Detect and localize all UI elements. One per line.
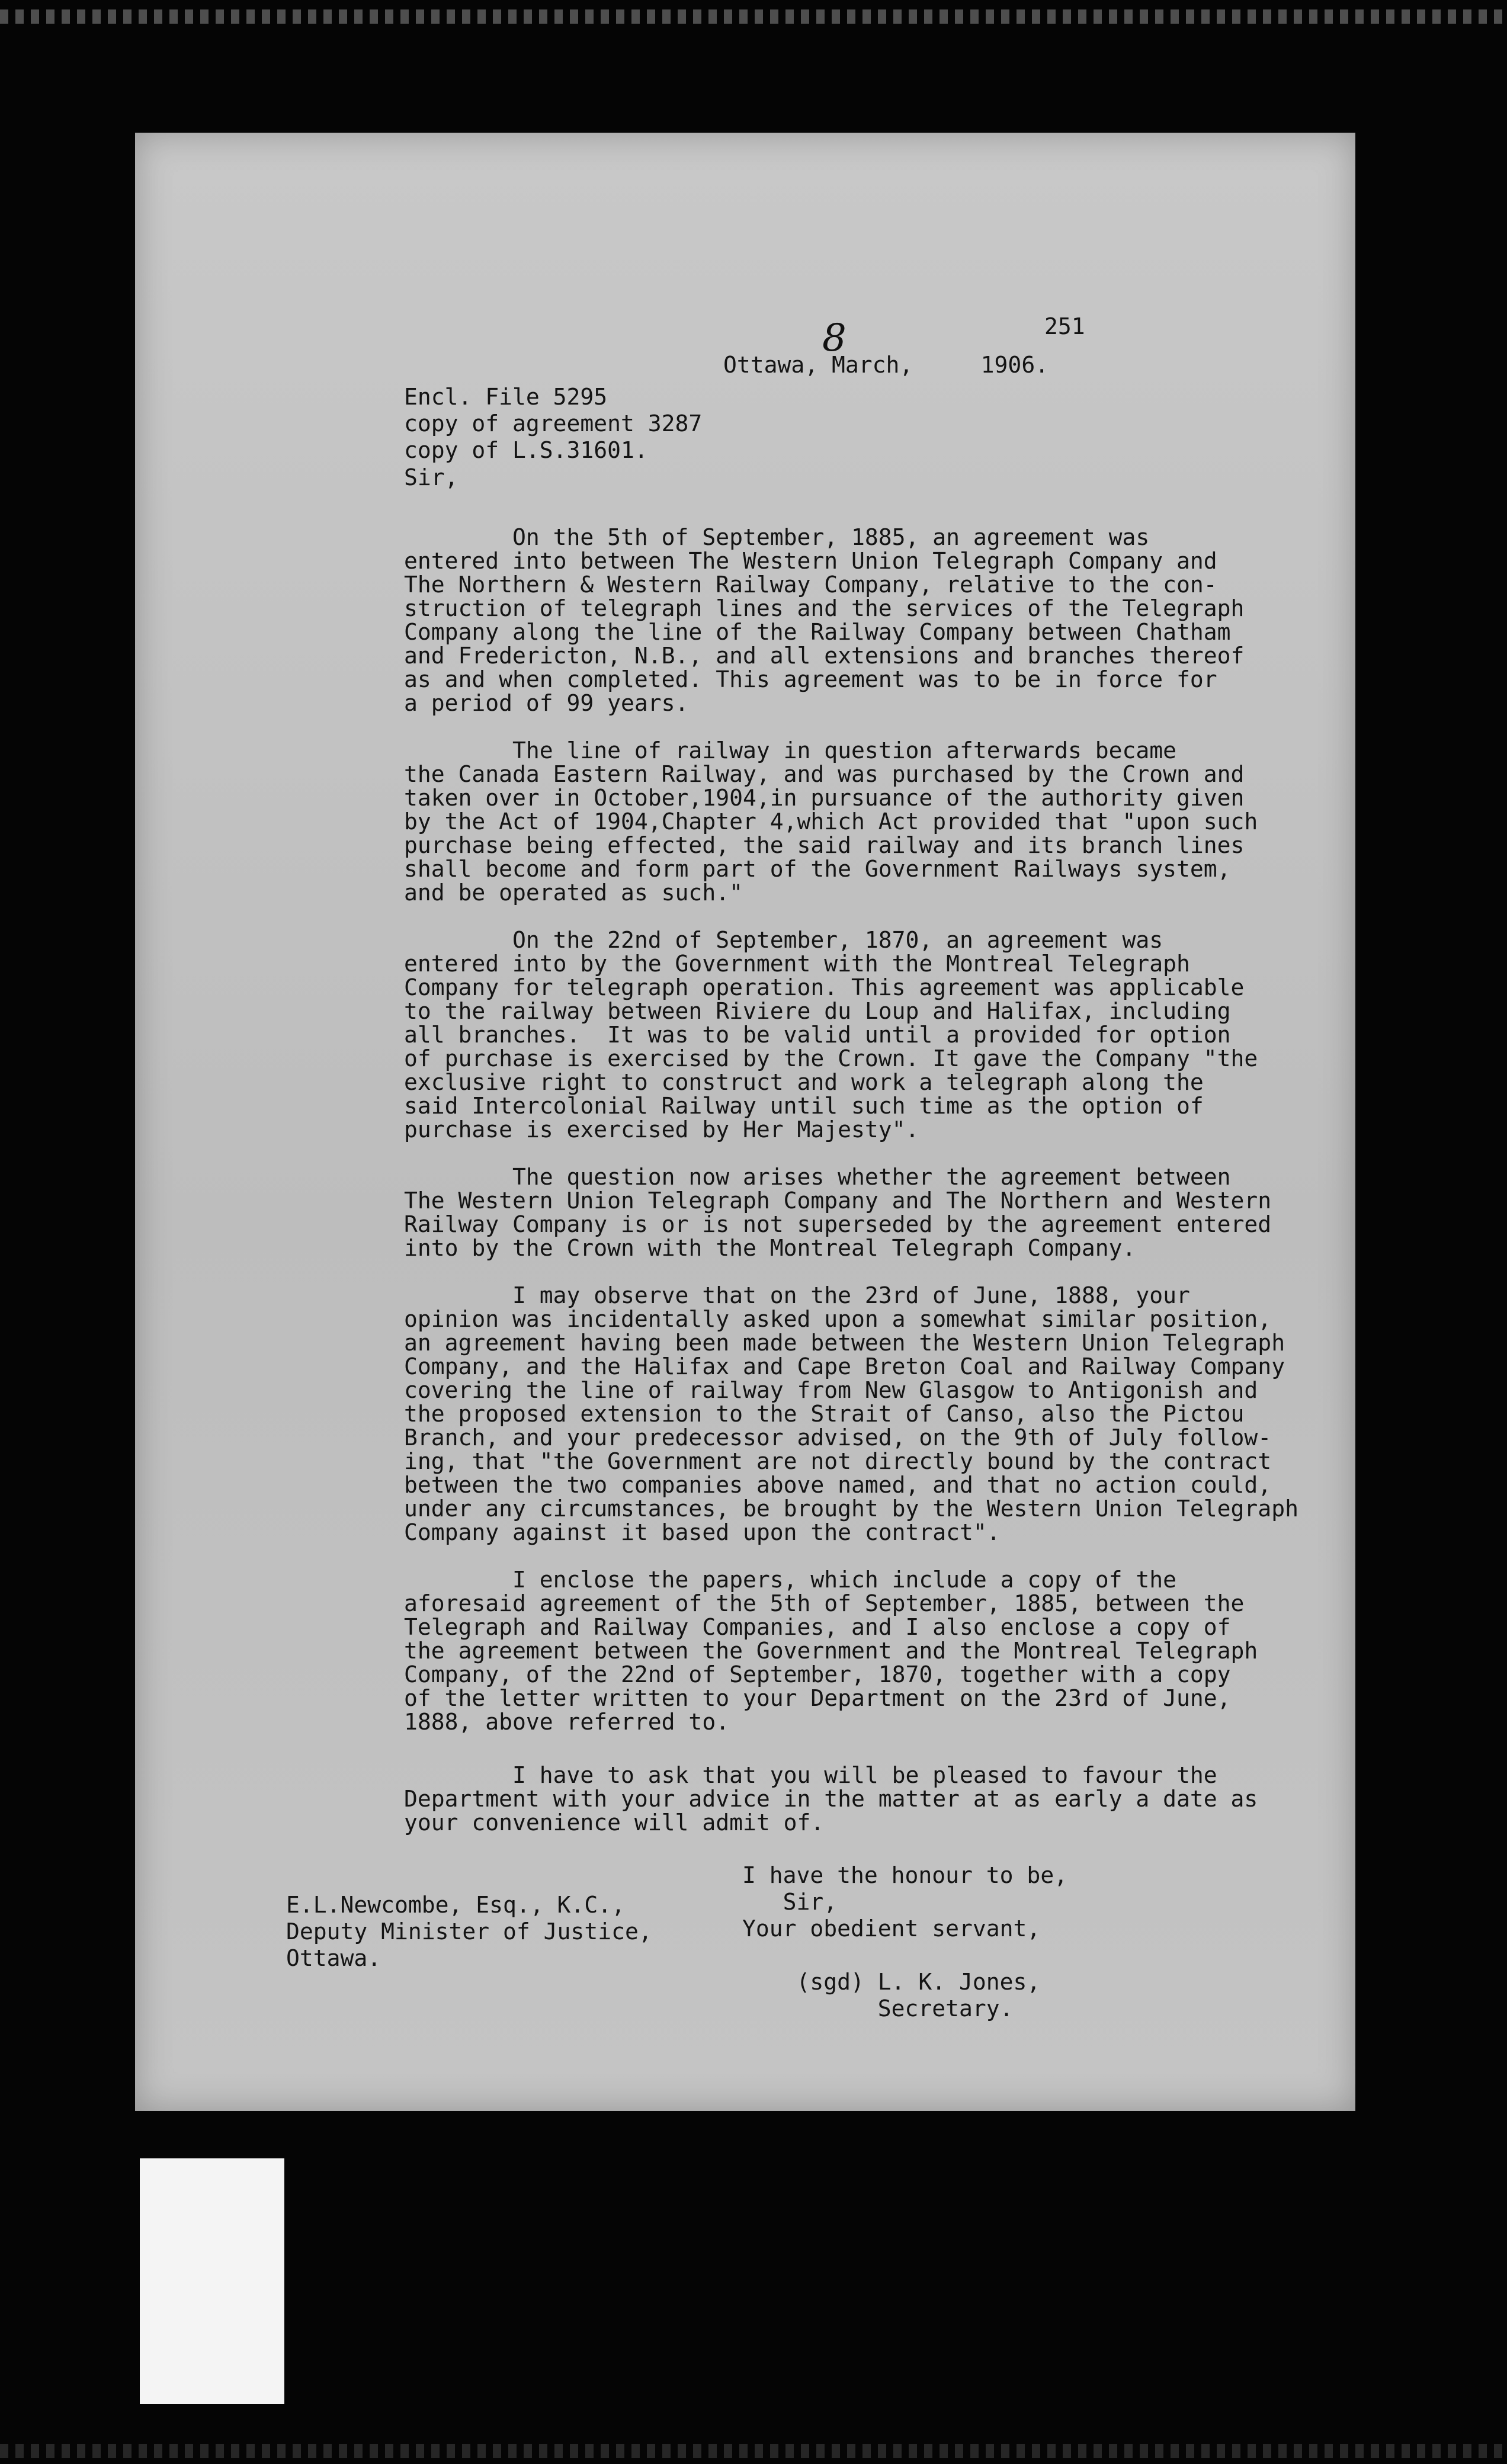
enclosure-line: copy of L.S.31601.: [404, 437, 648, 463]
text-line: Branch, and your predecessor advised, on the 9th of July follow-: [404, 1424, 1272, 1451]
text-line: 1888, above referred to.: [404, 1709, 730, 1735]
text-line: your convenience will admit of.: [404, 1810, 825, 1836]
text-line: struction of telegraph lines and the services of the Telegraph: [404, 595, 1245, 621]
paragraph-7: [404, 1763, 1364, 1834]
text-line: by the Act of 1904,Chapter 4,which Act provided that "upon such: [404, 808, 1258, 835]
date-line: Ottawa, March, 1906.: [723, 352, 1049, 378]
text-line: Railway Company is or is not superseded by the agreement entered: [404, 1211, 1272, 1237]
letter-page: [135, 133, 1355, 2111]
text-line: Deputy Minister of Justice,: [286, 1918, 652, 1945]
text-line: and Fredericton, N.B., and all extensions and branches thereof: [404, 643, 1245, 669]
text-line: the proposed extension to the Strait of Canso, also the Pictou: [404, 1401, 1245, 1427]
enclosure-line: copy of agreement 3287: [404, 410, 703, 437]
text-line: between the two companies above named, and that no action could,: [404, 1472, 1272, 1498]
text-line: and be operated as such.": [404, 880, 743, 906]
text-line: Company, and the Halifax and Cape Breton Coal and Railway Company: [404, 1353, 1285, 1379]
text-line: The Northern & Western Railway Company, relative to the con-: [404, 572, 1217, 598]
text-line: The line of railway in question afterwards became: [404, 737, 1177, 763]
paragraph-1: [404, 525, 1364, 715]
text-line: Secretary.: [742, 1995, 1014, 2022]
film-edge-top: [0, 9, 1507, 24]
text-line: purchase is exercised by Her Majesty".: [404, 1116, 919, 1143]
text-line: opinion was incidentally asked upon a somewhat similar position,: [404, 1306, 1272, 1332]
text-line: of the letter written to your Department on the 23rd of June,: [404, 1685, 1231, 1711]
archive-target-card: [140, 2158, 284, 2404]
paragraph-6: [404, 1568, 1364, 1734]
paragraph-3: [404, 928, 1364, 1141]
addressee-block: [286, 1892, 652, 1972]
paragraph-2: [404, 739, 1364, 904]
text-line: (sgd) L. K. Jones,: [742, 1969, 1041, 1995]
enclosure-list: [404, 384, 702, 464]
text-line: under any circumstances, be brought by the Western Union Telegraph: [404, 1496, 1298, 1522]
text-line: shall become and form part of the Government Railways system,: [404, 856, 1231, 882]
text-line: E.L.Newcombe, Esq., K.C.,: [286, 1892, 625, 1918]
enclosure-line: Encl. File 5295: [404, 384, 608, 410]
text-line: into by the Crown with the Montreal Telegraph Company.: [404, 1235, 1136, 1261]
text-line: Your obedient servant,: [742, 1916, 1041, 1942]
paragraph-4: [404, 1165, 1364, 1260]
text-line: I have to ask that you will be pleased to favour the: [404, 1762, 1217, 1788]
closing-signature-block: [742, 1862, 1067, 2022]
text-line: On the 5th of September, 1885, an agreement was: [404, 524, 1150, 550]
text-line: entered into by the Government with the Montreal Telegraph: [404, 951, 1190, 977]
text-line: an agreement having been made between the Western Union Telegraph: [404, 1330, 1285, 1356]
text-line: Ottawa.: [286, 1945, 381, 1971]
text-line: aforesaid agreement of the 5th of September, 1885, between the: [404, 1590, 1245, 1616]
text-line: The question now arises whether the agreement between: [404, 1164, 1231, 1190]
text-line: Company for telegraph operation. This agreement was applicable: [404, 974, 1245, 1000]
text-line: Telegraph and Railway Companies, and I also enclose a copy of: [404, 1614, 1231, 1640]
text-line: Sir,: [742, 1889, 838, 1915]
text-line: The Western Union Telegraph Company and The Northern and Western: [404, 1188, 1272, 1214]
text-line: Company along the line of the Railway Company between Chatham: [404, 619, 1231, 645]
text-line: Company, of the 22nd of September, 1870, together with a copy: [404, 1661, 1231, 1687]
paragraph-5: [404, 1284, 1364, 1544]
text-line: Department with your advice in the matter at as early a date as: [404, 1786, 1258, 1812]
text-line: to the railway between Riviere du Loup and Halifax, including: [404, 998, 1231, 1024]
text-line: a period of 99 years.: [404, 690, 689, 716]
text-line: purchase being effected, the said railway and its branch lines: [404, 832, 1245, 858]
text-line: I may observe that on the 23rd of June, 1888, your: [404, 1282, 1190, 1308]
page-number: 251: [1044, 313, 1085, 339]
text-line: the Canada Eastern Railway, and was purchased by the Crown and: [404, 761, 1245, 787]
text-line: I enclose the papers, which include a copy of the: [404, 1567, 1177, 1593]
text-line: said Intercolonial Railway until such time as the option of: [404, 1093, 1204, 1119]
text-line: of purchase is exercised by the Crown. It gave the Company "the: [404, 1045, 1258, 1071]
text-line: [742, 1942, 1067, 1969]
text-line: ing, that "the Government are not directly bound by the contract: [404, 1448, 1272, 1474]
text-line: entered into between The Western Union Telegraph Company and: [404, 548, 1217, 574]
salutation: Sir,: [404, 464, 458, 490]
text-line: covering the line of railway from New Glasgow to Antigonish and: [404, 1377, 1258, 1403]
text-line: all branches. It was to be valid until a provided for option: [404, 1022, 1231, 1048]
text-line: I have the honour to be,: [742, 1862, 1068, 1888]
text-line: On the 22nd of September, 1870, an agreement was: [404, 927, 1163, 953]
text-line: as and when completed. This agreement was to be in force for: [404, 666, 1217, 692]
text-line: the agreement between the Government and the Montreal Telegraph: [404, 1638, 1258, 1664]
text-line: taken over in October,1904,in pursuance of the authority given: [404, 785, 1245, 811]
film-edge-bottom: [0, 2444, 1507, 2458]
handwritten-date-mark: 8: [822, 316, 847, 360]
text-line: exclusive right to construct and work a telegraph along the: [404, 1069, 1204, 1095]
text-line: Company against it based upon the contract".: [404, 1519, 1001, 1545]
